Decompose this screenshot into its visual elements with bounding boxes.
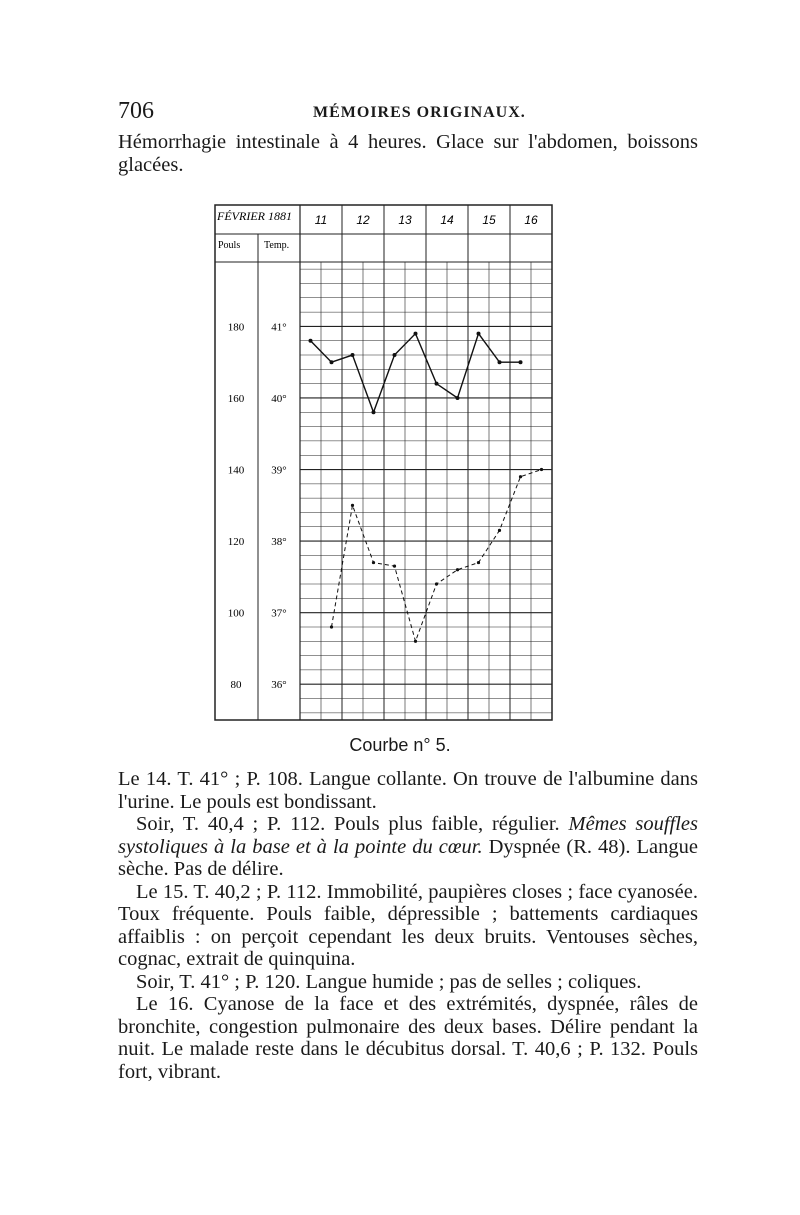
temperature-point xyxy=(414,332,418,336)
page-number: 706 xyxy=(118,98,154,124)
pulse-point xyxy=(519,475,522,478)
temperature-point xyxy=(519,360,523,364)
paragraph-14-evening xyxy=(118,813,698,881)
pulse-point xyxy=(372,561,375,564)
paragraph-15: Le 15. T. 40,2 ; P. 112. Immobilité, paupières closes ; face cyanosée. Toux fréquente. Pouls faible, dépressible ; battements cardiaques affaiblis : on perçoit cependant les deux bruits. Ventouses sèches, cognac, extrait de quinquina. xyxy=(118,880,698,970)
pulse-point xyxy=(540,468,543,471)
temperature-point xyxy=(456,396,460,400)
page-header xyxy=(118,98,698,128)
pulse-tick-label: 180 xyxy=(227,321,245,334)
p2-italic: Mêmes souffles systoliques à la base et à la pointe du cœur. xyxy=(118,813,699,858)
chart-svg xyxy=(214,204,554,722)
temperature-point xyxy=(393,353,397,357)
axis-labels xyxy=(228,321,287,691)
pulse-point xyxy=(330,625,333,628)
pulse-point xyxy=(498,529,501,532)
running-head: MÉMOIRES ORIGINAUX. xyxy=(313,104,526,121)
day-label: 14 xyxy=(440,213,454,227)
temp-tick-label: 40° xyxy=(271,392,287,405)
temperature-point xyxy=(372,410,376,414)
chart-grid xyxy=(215,205,552,720)
temperature-point xyxy=(435,382,439,386)
temp-tick-label: 37° xyxy=(271,607,287,620)
day-label: 15 xyxy=(482,213,496,227)
figure-caption: Courbe n° 5. xyxy=(349,735,451,755)
day-label: 13 xyxy=(398,213,412,227)
pulse-point xyxy=(456,568,459,571)
day-label: 12 xyxy=(356,213,370,227)
day-label: 16 xyxy=(524,213,538,227)
temp-header: Temp. xyxy=(264,240,290,251)
temp-tick-label: 41° xyxy=(271,321,287,334)
pulse-header: Pouls xyxy=(218,240,241,251)
pulse-tick-label: 80 xyxy=(230,679,242,692)
day-label: 11 xyxy=(314,213,328,227)
temp-tick-label: 36° xyxy=(271,679,287,692)
paragraph-15-evening: Soir, T. 41° ; P. 120. Langue humide ; pas de selles ; coliques. xyxy=(136,970,642,993)
pulse-point xyxy=(477,561,480,564)
intro-paragraph: Hémorrhagie intestinale à 4 heures. Glace sur l'abdomen, boissons glacées. xyxy=(118,131,698,176)
temperature-point xyxy=(498,360,502,364)
temperature-chart xyxy=(214,204,554,722)
pulse-tick-label: 120 xyxy=(227,536,245,549)
temperature-point xyxy=(477,332,481,336)
p2-end: Dyspnée (R. 48). Langue sèche. Pas de délire. xyxy=(118,835,698,880)
pulse-point xyxy=(393,565,396,568)
temperature-point xyxy=(351,353,355,357)
pulse-tick-label: 100 xyxy=(227,607,245,620)
pulse-point xyxy=(351,504,354,507)
paragraph-14: Le 14. T. 41° ; P. 108. Langue collante. On trouve de l'albumine dans l'urine. Le pouls est bondissant. xyxy=(118,768,698,813)
temperature-point xyxy=(330,360,334,364)
temp-tick-label: 39° xyxy=(271,464,287,477)
p2-start: Soir, T. 40,4 ; P. 112. Pouls plus faible, régulier. xyxy=(136,813,569,835)
pulse-point xyxy=(435,582,438,585)
body-text xyxy=(118,768,698,1083)
paragraph-16: Le 16. Cyanose de la face et des extrémités, dyspnée, râles de bronchite, congestion pulmonaire des deux bases. Délire pendant la nuit. Le malade reste dans le décubitus dorsal. T. 40,6 ; P. 132. Pouls fort, vibrant. xyxy=(118,993,698,1083)
temp-tick-label: 38° xyxy=(271,536,287,549)
pulse-tick-label: 140 xyxy=(227,464,245,477)
pulse-tick-label: 160 xyxy=(227,392,245,405)
month-label: FÉVRIER 1881 xyxy=(217,209,292,223)
temperature-point xyxy=(309,339,313,343)
pulse-point xyxy=(414,640,417,643)
